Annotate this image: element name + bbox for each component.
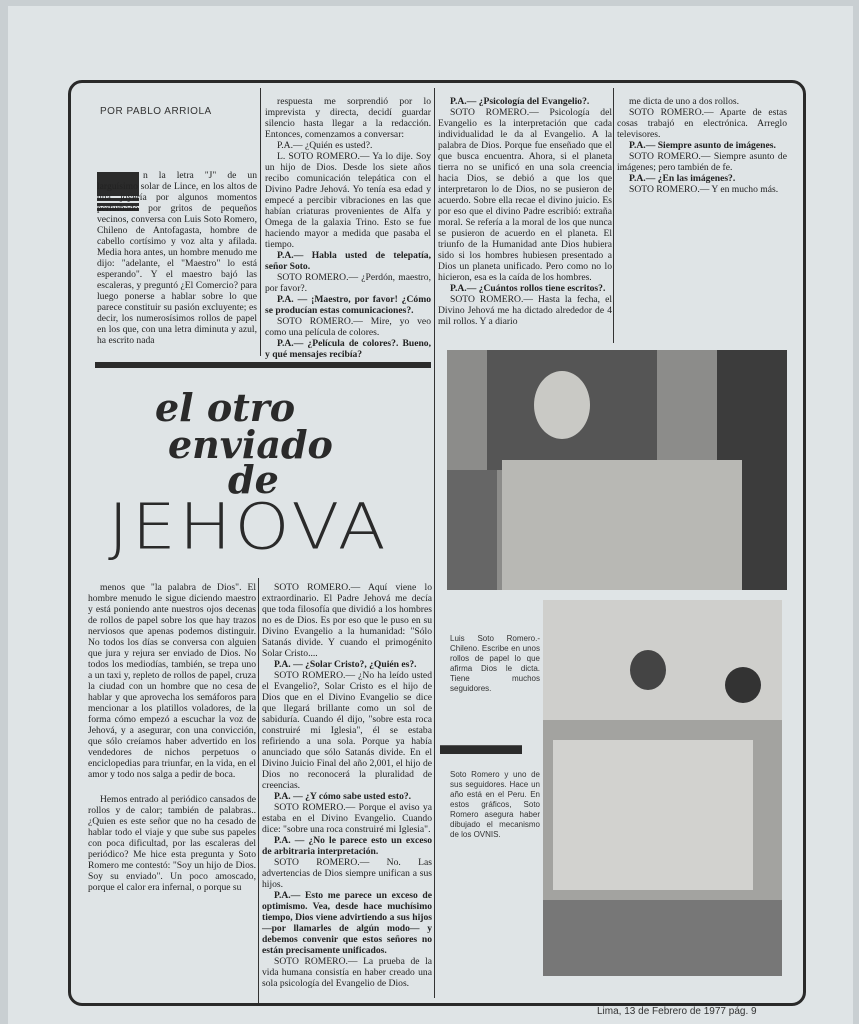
article-paragraph: SOTO ROMERO.— Siempre asunto de imágenes; pero también de fe. [617,151,787,173]
article-paragraph: SOTO ROMERO.— Aquí viene lo extraordinario. El Padre Jehová me decía que toda filosofía que dividió a los hombres no es de Dios. Es por eso que le puso en su Divino Evangelio a la humanidad: "Sólo Satanás divide. Y cuando el primogénito Solar Cristo.... [262,582,432,659]
article-paragraph: SOTO ROMERO.— ¿No ha leído usted el Evangelio?, Solar Cristo es el hijo de Dios que en el Divino Evangelio se dice que llegará brillante como un sol de sabiduría. Cuando él dijo, "sobre esta roca construiré mi Iglesia", él se estaba refiriendo a una sola. Porque ya había anunciado que sólo Satanás divide. En el Divino Juicio Final del año 2,001, el hijo de Dios no reconocerá la pluralidad de creencias. [262,670,432,791]
article-paragraph: P.A. — ¿Y cómo sabe usted esto?. [274,791,412,802]
column-top-3 [438,96,612,327]
article-paragraph: P.A.— ¿En las imágenes?. [629,173,736,184]
photo-image [543,600,782,976]
article-paragraph: respuesta me sorprendió por lo imprevista y directa, decidí guardar silencio hasta llegar a la redacción. Entonces, comenzamos a conversar: [265,96,431,140]
article-paragraph: P.A. — ¿Solar Cristo?, ¿Quién es?. [274,659,417,670]
article-paragraph: SOTO ROMERO.— Hasta la fecha, el Divino Jehová me ha dictado alrededor de 4 mil rollos. Y a diario [438,294,612,327]
column-bottom-1 [88,582,256,893]
article-paragraph: P.A.— ¿Película de colores?. Bueno, y qué mensajes recibía? [265,338,431,360]
article-paragraph: L. SOTO ROMERO.— Ya lo dije. Soy un hijo de Dios. Desde los siete años recibo comunicación telepática con el Divino Padre Jehová. Yo tenía esa edad y empecé a percibir vibraciones en las que habían criaturas provenientes de Alfa y Omega de la galaxia Trino. Esto se fue haciendo mayor a medida que pasaba el tiempo. [265,151,431,250]
article-paragraph: me dicta de uno a dos rollos. [629,96,740,107]
headline-line-3: de [228,457,279,502]
photo-image [447,350,787,590]
headline-jehova: JEHOVA [108,490,389,564]
column-divider [260,88,261,356]
article-paragraph: P.A. — ¿No le parece esto un exceso de arbitraria interpretación. [262,835,432,857]
column-divider [434,88,435,998]
photo-soto-romero-with-scroll [447,350,787,590]
photo-caption-1: Luis Soto Romero.- Chileno. Escribe en unos rollos de papel lo que afirma Dios le dicta. Tiene muchos seguidores. [450,634,540,693]
article-paragraph: SOTO ROMERO.— Mire, yo veo como una película de colores. [265,316,431,338]
column-top-4 [617,96,787,195]
column-top-2 [265,96,431,360]
article-paragraph: P.A.— Habla usted de telepatía, señor Soto. [265,250,431,272]
caption-rule [440,745,522,754]
column-divider [613,88,614,343]
article-paragraph: P.A.— Esto me parece un exceso de optimismo. Vea, desde hace muchísimo tiempo, Dios viene advirtiendo a sus hijos —por llamarles de algún modo— y debemos convenir que estos señores no están precisamente unificados. [262,890,432,956]
page-footer-date: Lima, 13 de Febrero de 1977 pág. 9 [597,1006,757,1017]
article-paragraph: SOTO ROMERO.— ¿Perdón, maestro, por favor?. [265,272,431,294]
article-paragraph: SOTO ROMERO.— Aparte de estas cosas trabajó en electrónica. Arreglo televisores. [617,107,787,140]
article-paragraph: P.A. — ¡Maestro, por favor! ¿Cómo se producían estas comunicaciones?. [265,294,431,316]
article-paragraph: SOTO ROMERO.— No. Las advertencias de Dios siempre unifican a sus hijos. [262,857,432,890]
article-paragraph: P.A.— Siempre asunto de imágenes. [629,140,776,151]
column-divider [258,578,259,1003]
article-paragraph: SOTO ROMERO.— La prueba de la vida humana consistía en haber creado una sola psicología del Evangelio de Dios. [262,956,432,989]
article-paragraph: P.A.— ¿Quién es usted?. [277,140,373,151]
article-paragraph: P.A.— ¿Psicología del Evangelio?. [450,96,590,107]
photo-soto-romero-and-follower [543,600,782,976]
article-paragraph: SOTO ROMERO.— Y en mucho más. [629,184,779,195]
article-paragraph: Hemos entrado al periódico cansados de rollos y de calor; también de palabras.. ¿Quien es este señor que no ha cesado de hablar todo el viaje y que sube sus papeles con poca dificultad, por las escaleras del periódico? Me hice esta pregunta y Soto Romero me contestó: "Soy un hijo de Dios. Soy su enviado". Un poco amoscado, porque el calor era infernal, o porque su [88,794,256,893]
article-paragraph: SOTO ROMERO.— Psicología del Evangelio es la interpretación que cada individualidad le da al Evangelio. A la palabra de Dios. Porque fue enseñado que el que busca encuentra. Ahora, si el planeta tierra no se unificó en una sola creencia hacia Dios, se debió a que los que interpretaron lo de Dios, no se pusieron de acuerdo. Sobre ella recae el divino juicio. Es por eso que el divino Padre escribió: extraña moral. Se refería a la moral de los que nunca se pusieron de acuerdo en el planeta. El triunfo de la Humanidad ante Dios hubiera sido si los hombres hubiesen presentado a Dios un planeta unificado. Pero como no lo hicieron, esa es la caída de los hombres. [438,107,612,283]
heavy-rule [95,362,431,368]
column-top-1 [97,170,257,346]
article-paragraph: P.A.— ¿Cuántos rollos tiene escritos?. [450,283,606,294]
headline-line-1: el otro [155,385,296,430]
article-paragraph: SOTO ROMERO.— Porque el aviso ya estaba en el Divino Evangelio. Cuando dice: "sobre una roca construiré mi Iglesia". [262,802,432,835]
column-bottom-2 [262,582,432,989]
headline-line-2: enviado [168,422,333,467]
byline: POR PABLO ARRIOLA [100,106,212,117]
article-paragraph: menos que "la palabra de Dios". El hombre menudo le sigue diciendo maestro y está poniendo ante nuestros ojos decenas de rollos de papel sobre los que hay trazos nerviosos que apenas podemos distinguir. No todos los días se conversa con alguien que jura y rejura ser enviado de Dios. No todos los mediodías, también, se trepa uno a un taxi y, repleto de rollos de papel, cruza la ciudad con un hombre que no cesa de hablar y que aprovecha los semáforos para mencionar a los platillos voladores, de la forma cómo empezó a escuchar la voz de Jehová, y a asegurar, con una convicción, que sólo creíamos haber advertido en los vendedores de nichos perpetuos o enciclopedias para triunfar, en la vida, en el amor y todo nos salga a pedir de boca. [88,582,256,780]
article-paragraph: n la letra "J" de un larguísimo solar de Lince, en los altos de una joyería por algunos momentos perturbado por gritos de pequeños vecinos, conversa con Luis Soto Romero, Chileno de Antofagasta, hombre de cabello cortísimo y voz alta y afilada. Media hora antes, un hombre menudo me dijo: "adelante, el "Maestro" lo está esperando". Y el maestro bajó las escaleras, y preguntó ¿El Comercio? para luego ponerse a hablar sobre lo que parece constituir su pasión excluyente; es decir, los numerosísimos rollos de papel en los que, con una letra diminuta y azul, ha escrito nada [97,170,257,346]
photo-caption-2: Soto Romero y uno de sus seguidores. Hace un año está en el Peru. En estos gráficos, Soto Romero asegura haber dibujado el mecanismo de los OVNIS. [450,770,540,839]
